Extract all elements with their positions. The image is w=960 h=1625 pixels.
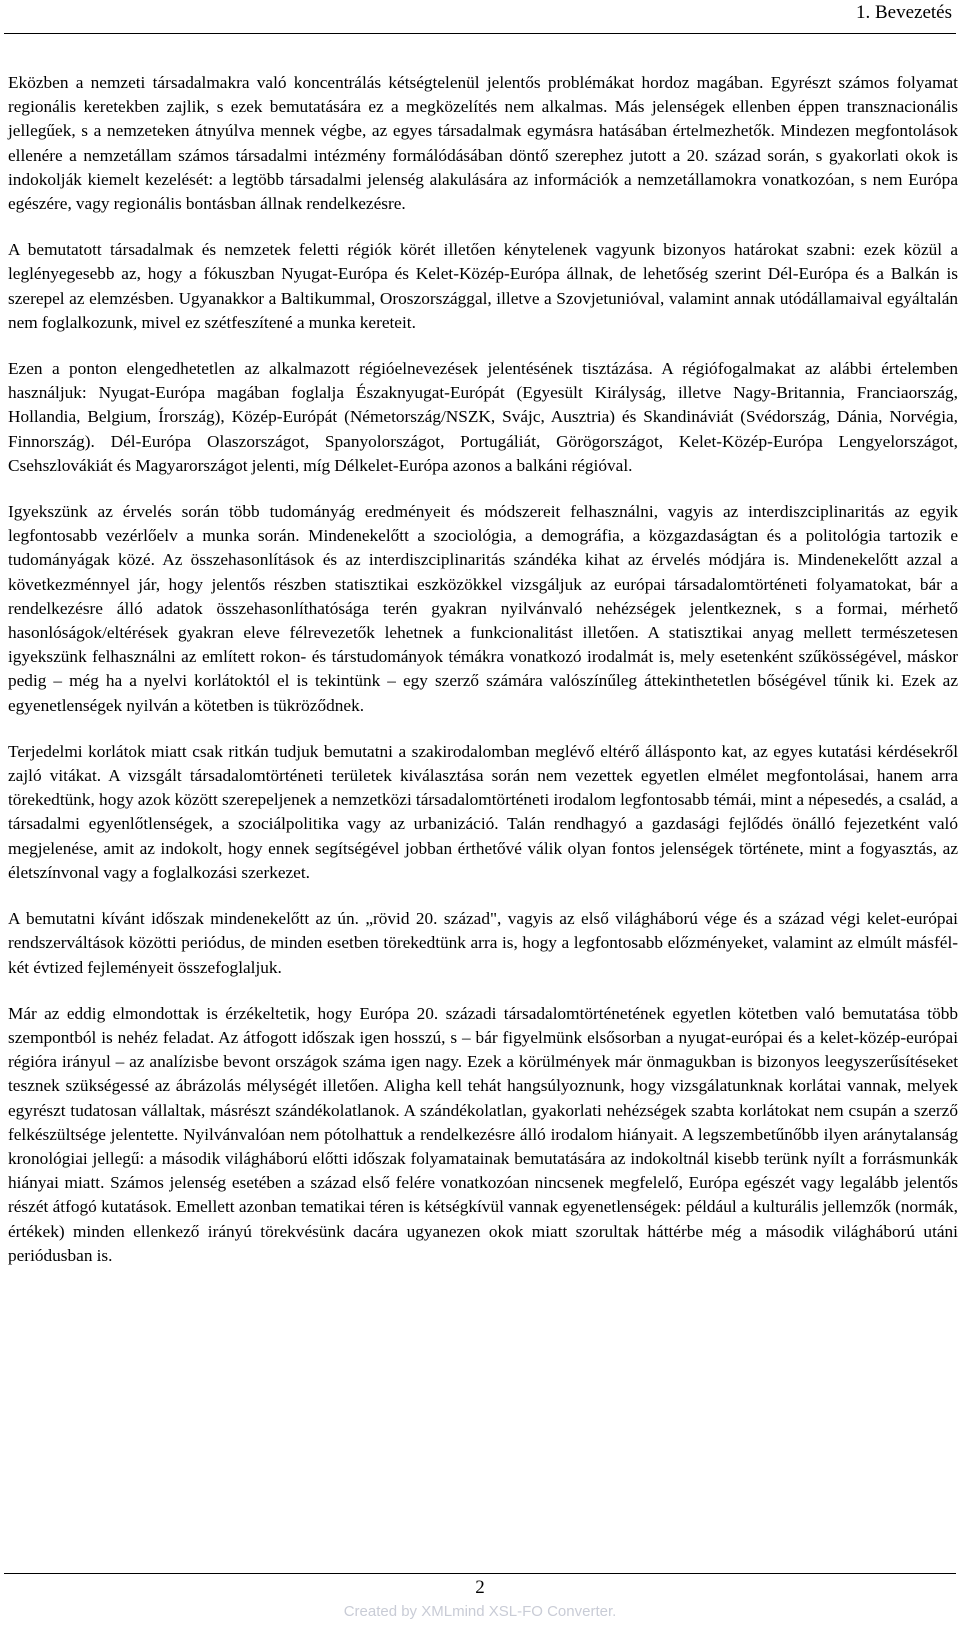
paragraph: A bemutatott társadalmak és nemzetek feletti régiók körét illetően kénytelenek vagyunk bizonyos határokat szabni: ezek közül a leglényegesebb az, hogy a fókuszban Nyugat-Európa és Kelet-Közép-Európa állnak, de lehetőség szerint Dél-Európa és a Balkán is szerepel az elemzésben. Ugyanakkor a Baltikummal, Oroszországgal, illetve a Szovjetunióval, valamint annak utódállamaival egyáltalán nem foglalkozunk, mivel ez szétfeszítené a munka kereteit. [8,240,958,332]
paragraph: Már az eddig elmondottak is érzékeltetik, hogy Európa 20. századi társadalomtörténetének egyetlen kötetben való bemutatása több szempontból is nehéz feladat. Az átfogott időszak igen hosszú, s – bár figyelmünk elsősorban a nyugat-európai és a kelet-közép-európai régióra irányul – az analízisbe bevont országok száma igen nagy. Ezek a körülmények már önmagukban is bizonyos leegyszerűsítéseket tesznek szükségessé az ábrázolás mélységét illetően. Aligha kell tehát hangsúlyoznunk, hogy vizsgálatunknak korlátai vannak, melyek egyrészt tudatosan vállaltak, másrészt szándékolatlanok. A szándékolatlan, gyakorlati nehézségek szabta korlátokat nem csupán a szerző felkészültsége jelentette. Nyilvánvalóan nem pótolhattuk a rendelkezésre álló irodalom hiányait. A legszembetűnőbb ilyen aránytalanság kronológiai jellegű: a második világháború előtti időszak folyamatainak bemutatására az indokoltnál kisebb terünk nyílt a forrásmunkák hiányai miatt. Számos jelenség esetében a század első felére vonatkozóan nincsenek megfelelő, Európa egészét vagy legalább jelentős részét átfogó kutatások. Emellett azonban tematikai téren is kétségkívül vannak egyenetlenségek: például a kulturális jellemzők (normák, értékek) minden ellenkező irányú törekvésünk dacára ugyanezen okok miatt szorultak háttérbe még a második világháború utáni periódusban is. [8,1003,958,1265]
converter-credit: Created by XMLmind XSL-FO Converter. [343,1603,617,1620]
header-divider [4,33,956,34]
paragraph: Igyekszünk az érvelés során több tudományág eredményeit és módszereit felhasználni, vagyis az interdiszciplinaritás az egyik legfontosabb vezérlőelv a munka során. Mindenekelőtt a szociológia, a demográfia, a közgazdaságtan és a politológia tartozik e tudományágak közé. Az összehasonlítások és az interdiszciplinaritás szándéka kihat az érvelés módjára is. Mindenekelőtt azzal a következménnyel jár, hogy jelentős részben statisztikai eszközökkel vizsgáljuk az európai társadalomtörténeti folyamatokat, bár a rendelkezésre álló adatok összehasonlíthatósága terén gyakran nyilvánvaló nehézségek jelentkeznek, s a formai, mérhető hasonlóságok/eltérések gyakran eleve félrevezetők lehetnek a funkcionalitást illetően. A statisztikai anyag mellett természetesen igyekszünk felhasználni az említett rokon- és társtudományok témákra vonatkozó irodalmát is, mely esetenként szűkösségével, máskor pedig – még ha a nyelvi korlátoktól el is tekintünk – egy szerző számára valószínűleg áttekinthetetlen bőségével tűnik ki. Ezek az egyenetlenségek nyilván a kötetben is tükröződnek. [8,502,958,715]
footer-divider [4,1573,956,1574]
page-number: 2 [475,1577,485,1598]
body-text [8,71,958,1290]
paragraph: Ezen a ponton elengedhetetlen az alkalmazott régióelnevezések jelentésének tisztázása. A régiófogalmakat az alábbi értelemben használjuk: Nyugat-Európa magában foglalja Északnyugat-Európát (Egyesült Királyság, illetve Nagy-Britannia, Franciaország, Hollandia, Belgium, Írország), Közép-Európát (Németország/NSZK, Svájc, Ausztria) és Skandináviát (Svédország, Dánia, Norvégia, Finnország). Dél-Európa Olaszországot, Spanyolországot, Portugáliát, Görögországot, Kelet-Közép-Európa Lengyelországot, Csehszlovákiát és Magyarországot jelenti, míg Délkelet-Európa azonos a balkáni régióval. [8,359,958,475]
paragraph: Terjedelmi korlátok miatt csak ritkán tudjuk bemutatni a szakirodalomban meglévő eltérő állásponto kat, az egyes kutatási kérdésekről zajló vitákat. A vizsgált társadalomtörténeti területek kiválasztása során nem vezettek egyetlen elmélet megfontolásai, hanem arra törekedtünk, hogy azok között szerepeljenek a nemzetközi társadalomtörténeti irodalom legfontosabb témái, mint a népesedés, a család, a társadalmi egyenlőtlenségek, a szociálpolitika vagy az urbanizáció. Talán rendhagyó a gazdasági fejlődés önálló fejezetként való megjelenése, amit az indokolt, hogy ennek segítségével jobban érthetővé válik olyan fontos jelenségek története, mint a fogyasztás, az életszínvonal vagy a foglalkozási szerkezet. [8,741,958,882]
paragraph: A bemutatni kívánt időszak mindenekelőtt az ún. „rövid 20. század", vagyis az első világháború vége és a század végi kelet-európai rendszerváltások közötti periódus, de minden esetben törekedtünk arra is, hogy a legfontosabb előzményeket, valamint az elmúlt másfél-két évtized fejleményeit összefoglaljuk. [8,909,958,977]
chapter-title: 1. Bevezetés [855,2,952,23]
running-header [8,0,952,33]
paragraph: Eközben a nemzeti társadalmakra való koncentrálás kétségtelenül jelentős problémákat hordoz magában. Egyrészt számos folyamat regionális keretekben zajlik, s ezek bemutatására ez a megközelítés nem alkalmas. Más jelenségek ellenben éppen transznacionális jellegűek, s a nemzeteken átnyúlva mennek végbe, az egyes társadalmak egymásra hatásában értelmezhetők. Mindezen megfontolások ellenére a nemzetállam számos társadalmi intézmény formálódásában döntő szerephez jutott a 20. század során, s gyakorlati okok is indokolják kiemelt kezelését: a legtöbb társadalmi jelenség alakulására az információk a nemzetállamokra vonatkozóan, s nem Európa egészére, vagy regionális bontásban állnak rendelkezésre. [8,73,958,214]
